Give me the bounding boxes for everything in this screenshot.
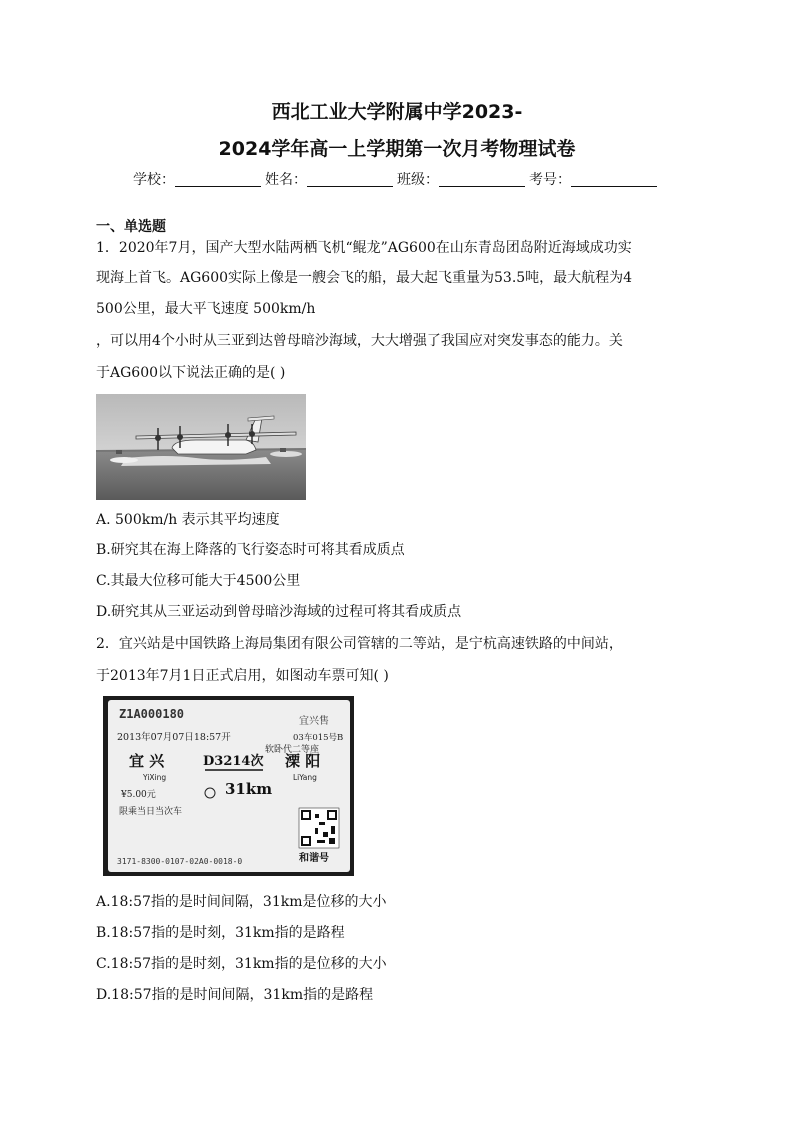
q1-text-line: ，可以用4个小时从三亚到达曾母暗沙海域，大大增强了我国应对突发事态的能力。关 xyxy=(96,333,623,349)
ticket-train: D3214次 xyxy=(203,754,264,769)
seaplane-photo xyxy=(96,394,306,500)
q2-text-line: 2．宜兴站是中国铁路上海局集团有限公司管辖的二等站，是宁杭高速铁路的中间站， xyxy=(96,636,623,652)
title-line-2: 2024学年高一上学期第一次月考物理试卷 xyxy=(218,138,576,160)
q1-text-line: 现海上首飞。AG600实际上像是一艘会飞的船，最大起飞重量为53.5吨，最大航程为4 xyxy=(96,270,633,286)
q1-text-line: 500公里，最大平飞速度 500km/h xyxy=(96,301,316,317)
class-blank xyxy=(439,172,525,187)
ticket-distance: 31km xyxy=(225,780,273,798)
ticket-serial: 3171-8300-0107-02A0-0018-0 xyxy=(117,857,243,866)
q2-option-a: A.18:57指的是时间间隔，31km是位移的大小 xyxy=(96,894,387,910)
school-label: 学校： xyxy=(133,172,175,188)
train-ticket-photo xyxy=(103,696,354,876)
class-label: 班级： xyxy=(397,172,439,188)
q1-option-b: B.研究其在海上降落的飞行姿态时可将其看成质点 xyxy=(96,542,405,558)
student-info-row xyxy=(0,170,794,190)
q2-option-c: C.18:57指的是时刻，31km指的是位移的大小 xyxy=(96,956,387,972)
section-heading: 一、单选题 xyxy=(96,219,166,235)
qr-code-icon xyxy=(299,808,339,848)
ticket-seat: 03车015号B xyxy=(293,733,344,743)
q2-option-b: B.18:57指的是时刻，31km指的是路程 xyxy=(96,925,345,941)
q2-text-line: 于2013年7月1日正式启用，如图动车票可知( ) xyxy=(96,668,389,684)
school-blank xyxy=(175,172,261,187)
train-ticket xyxy=(103,696,354,876)
ticket-from-pinyin: YiXing xyxy=(143,773,167,782)
ticket-issuer: 宜兴售 xyxy=(299,716,329,727)
ticket-to-pinyin: LiYang xyxy=(293,773,317,782)
exam-number-blank xyxy=(571,172,657,187)
seaplane-illustration xyxy=(96,394,306,500)
name-blank xyxy=(307,172,393,187)
ticket-code: Z1A000180 xyxy=(119,707,185,721)
ticket-to: 溧 阳 xyxy=(285,752,321,770)
ticket-date-time: 2013年07月07日18:57开 xyxy=(117,732,231,743)
q1-text-line: 1．2020年7月，国产大型水陆两栖飞机“鲲龙”AG600在山东青岛团岛附近海域成功实 xyxy=(96,240,632,256)
q1-text-line: 于AG600以下说法正确的是( ) xyxy=(96,365,286,381)
ticket-brand: 和谐号 xyxy=(299,853,329,864)
q1-option-d: D.研究其从三亚运动到曾母暗沙海域的过程可将其看成质点 xyxy=(96,604,462,620)
ticket-note: 限乘当日当次车 xyxy=(119,807,183,817)
exam-number-label: 考号： xyxy=(529,172,571,188)
ticket-price: ¥5.00元 xyxy=(121,790,156,800)
title-line-1: 西北工业大学附属中学2023- xyxy=(271,101,523,123)
ticket-class: 软卧代二等座 xyxy=(265,745,320,755)
ticket-from: 宜 兴 xyxy=(129,752,165,770)
q2-option-d: D.18:57指的是时间间隔，31km指的是路程 xyxy=(96,987,374,1003)
q1-option-a: A. 500km/h 表示其平均速度 xyxy=(96,512,280,528)
q1-option-c: C.其最大位移可能大于4500公里 xyxy=(96,573,301,589)
name-label: 姓名： xyxy=(265,172,307,188)
